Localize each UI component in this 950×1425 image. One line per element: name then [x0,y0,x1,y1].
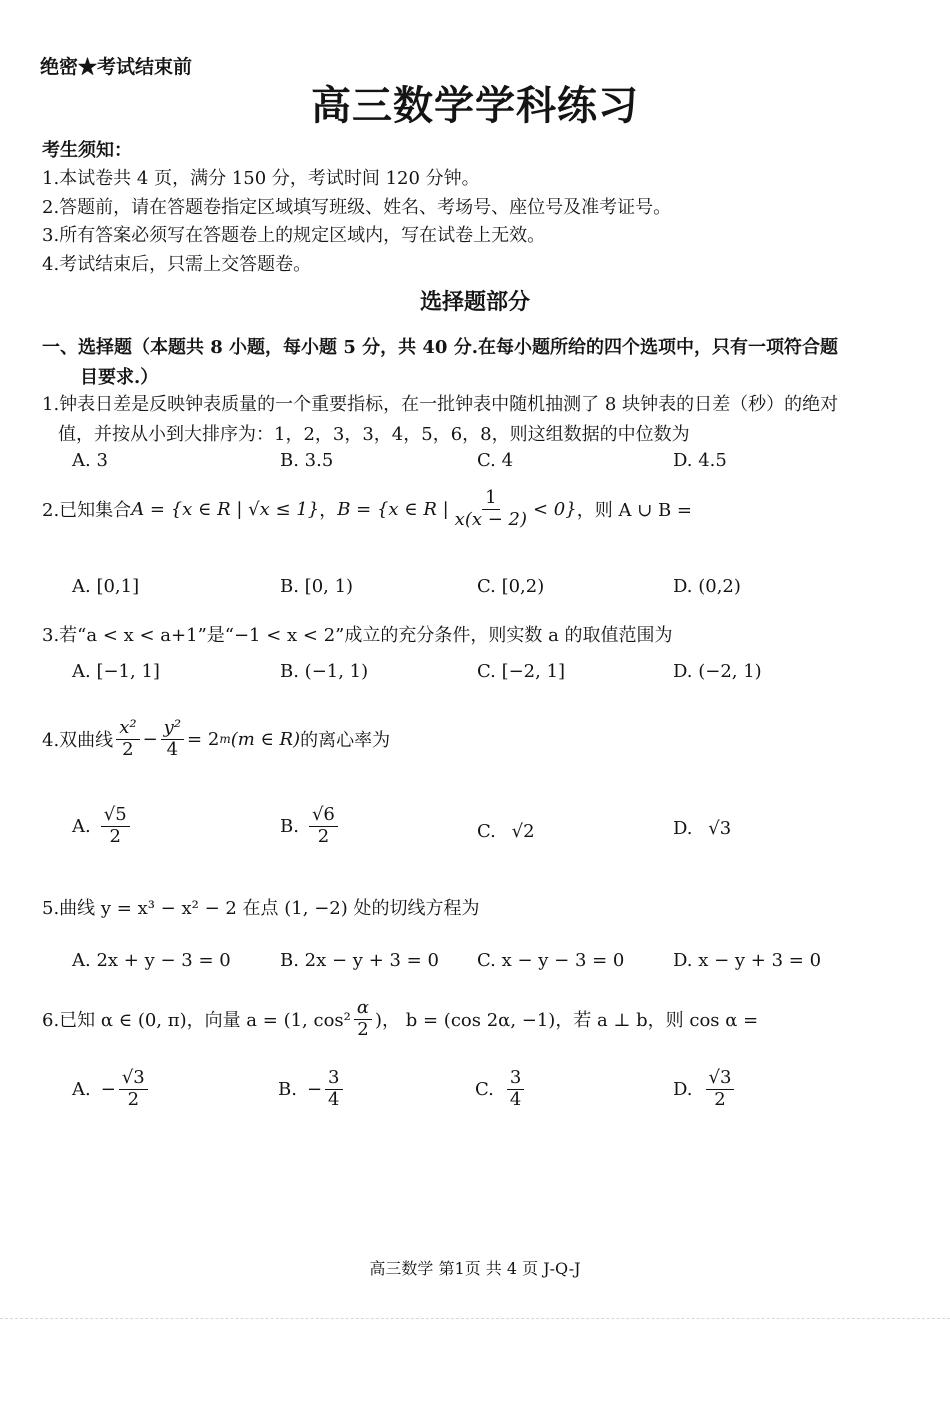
question-6-option-b-label: B. [278,1078,297,1100]
question-3-option-a: A. [−1, 1] [72,661,160,682]
notice-item-1: 1.本试卷共 4 页，满分 150 分，考试时间 120 分钟。 [42,168,480,189]
question-6-fraction-numerator: α [354,998,372,1020]
notice-item-4: 4.考试结束后，只需上交答题卷。 [42,254,312,275]
part-instructions-line-1: 一、选择题（本题共 8 小题，每小题 5 分，共 40 分.在每小题所给的四个选项中，只有一项符合题 [42,337,838,358]
question-4-equals: = 2 [187,728,220,750]
question-1-line-1: 1.钟表日差是反映钟表质量的一个重要指标，在一批钟表中随机抽测了 8 块钟表的日差（秒）的绝对 [42,394,839,415]
question-6-option-a-sign: − [100,1078,116,1100]
question-6-option-d [673,1068,737,1110]
question-2-set-b-right: < 0} [533,498,577,520]
question-3: 3.若“a < x < a+1”是“−1 < x < 2”成立的充分条件，则实数 a 的取值范围为 [42,625,673,646]
question-6-option-b [278,1068,346,1110]
section-title: 选择题部分 [419,289,530,315]
page-divider [0,1318,950,1319]
question-6-option-d-fraction [706,1068,735,1110]
question-1-line-2: 值，并按从小到大排序为：1，2，3，3，4，5，6，8，则这组数据的中位数为 [58,424,690,445]
question-6-suffix: )， b = (cos 2α, −1)，若 a ⊥ b，则 cos α = [375,1010,759,1032]
question-2-option-b: B. [0, 1) [280,576,354,597]
question-2-option-a: A. [0,1] [72,576,140,597]
question-6-option-c [475,1068,527,1110]
question-4-minus: − [142,728,158,750]
question-5-option-c: C. x − y − 3 = 0 [477,950,625,971]
question-6-option-c-numerator: 3 [507,1068,524,1090]
notice-heading: 考生须知： [42,140,132,161]
question-4-option-a-numerator: √5 [101,805,130,827]
question-1 [42,390,902,450]
question-4-option-a-denominator: 2 [109,825,121,847]
question-6-option-c-label: C. [475,1078,494,1100]
question-6-option-b-numerator: 3 [325,1068,342,1090]
question-2-fraction [452,488,530,530]
notice-item-2: 2.答题前，请在答题卷指定区域填写班级、姓名、考场号、座位号及准考证号。 [42,197,672,218]
question-2-separator: ， [319,500,338,522]
question-2-set-b-left: B = {x ∈ R | [337,498,449,520]
question-4-option-b-denominator: 2 [317,825,330,847]
question-1-option-d: D. 4.5 [673,450,727,471]
question-4-suffix: 的离心率为 [300,730,391,752]
question-6-option-a [72,1068,151,1110]
question-2-prefix: 2.已知集合 [42,500,132,522]
question-4-option-d-label: D. [673,818,693,839]
question-4-option-a-label: A. [72,815,91,837]
question-6-fraction-denominator: 2 [357,1018,369,1040]
notice-item-3: 3.所有答案必须写在答题卷上的规定区域内，写在试卷上无效。 [42,225,546,246]
question-2-set-a: A = {x ∈ R | √x ≤ 1} [131,498,320,520]
question-4-y-fraction [161,718,184,760]
question-4-x-denominator: 2 [122,738,134,760]
question-2-option-d: D. (0,2) [673,576,741,597]
question-2-fraction-denominator: x(x − 2) [454,508,527,530]
question-5: 5.曲线 y = x³ − x² − 2 在点 (1, −2) 处的切线方程为 [42,898,480,919]
question-4-option-d [673,818,731,839]
question-5-option-d: D. x − y + 3 = 0 [673,950,822,971]
question-6-option-a-denominator: 2 [127,1088,140,1110]
question-4-option-b-numerator: √6 [309,805,338,827]
question-4-option-b-fraction [309,805,338,847]
question-3-option-c: C. [−2, 1] [477,661,566,682]
question-2-suffix: ，则 A ∪ B = [576,500,692,522]
question-5-option-b: B. 2x − y + 3 = 0 [280,950,439,971]
question-6-option-a-fraction [119,1068,148,1110]
question-6-option-d-label: D. [673,1078,693,1100]
question-1-option-c: C. 4 [477,450,514,471]
question-1-option-b: B. 3.5 [280,450,334,471]
page-footer: 高三数学 第1页 共 4 页 J-Q-J [369,1259,581,1278]
question-4-option-d-value: √3 [708,818,732,839]
question-3-option-d: D. (−2, 1) [673,661,762,682]
question-6-option-b-fraction [325,1068,342,1110]
question-4-option-c-value: √2 [511,821,535,842]
question-4-y-numerator: y² [161,718,184,740]
question-6-option-b-denominator: 4 [328,1088,340,1110]
question-5-option-a: A. 2x + y − 3 = 0 [72,950,231,971]
question-6-option-b-sign: − [306,1078,323,1100]
confidential-label: 绝密★考试结束前 [40,56,193,78]
question-3-option-b: B. (−1, 1) [280,661,369,682]
question-4 [42,718,390,760]
question-1-option-a: A. 3 [72,450,108,471]
question-6-option-c-fraction [507,1068,524,1110]
question-6 [42,998,758,1040]
part-instructions [42,333,902,393]
question-4-option-b [280,805,341,847]
question-4-condition: (m ∈ R) [230,728,301,750]
part-instructions-line-2: 目要求.） [80,367,159,388]
question-4-option-c-label: C. [477,821,496,842]
question-4-option-a-fraction [101,805,130,847]
question-6-fraction [354,998,372,1040]
question-6-option-d-denominator: 2 [714,1088,726,1110]
question-4-option-a [72,805,133,847]
question-4-option-b-label: B. [280,815,299,837]
question-2 [42,488,692,530]
question-4-prefix: 4.双曲线 [42,730,114,752]
question-6-option-a-numerator: √3 [119,1068,148,1090]
question-4-exponent: m [219,732,231,747]
question-6-prefix: 6.已知 α ∈ (0, π)，向量 a = (1, cos² [42,1010,351,1032]
question-4-x-fraction [116,718,139,760]
question-4-x-numerator: x² [116,718,139,740]
question-6-option-d-numerator: √3 [706,1068,735,1090]
question-2-fraction-numerator: 1 [482,488,499,510]
question-4-option-c [477,821,535,842]
question-2-option-c: C. [0,2) [477,576,545,597]
question-6-option-a-label: A. [72,1078,91,1100]
page-title: 高三数学学科练习 [311,82,639,129]
question-6-option-c-denominator: 4 [509,1088,522,1110]
question-4-y-denominator: 4 [166,738,179,760]
